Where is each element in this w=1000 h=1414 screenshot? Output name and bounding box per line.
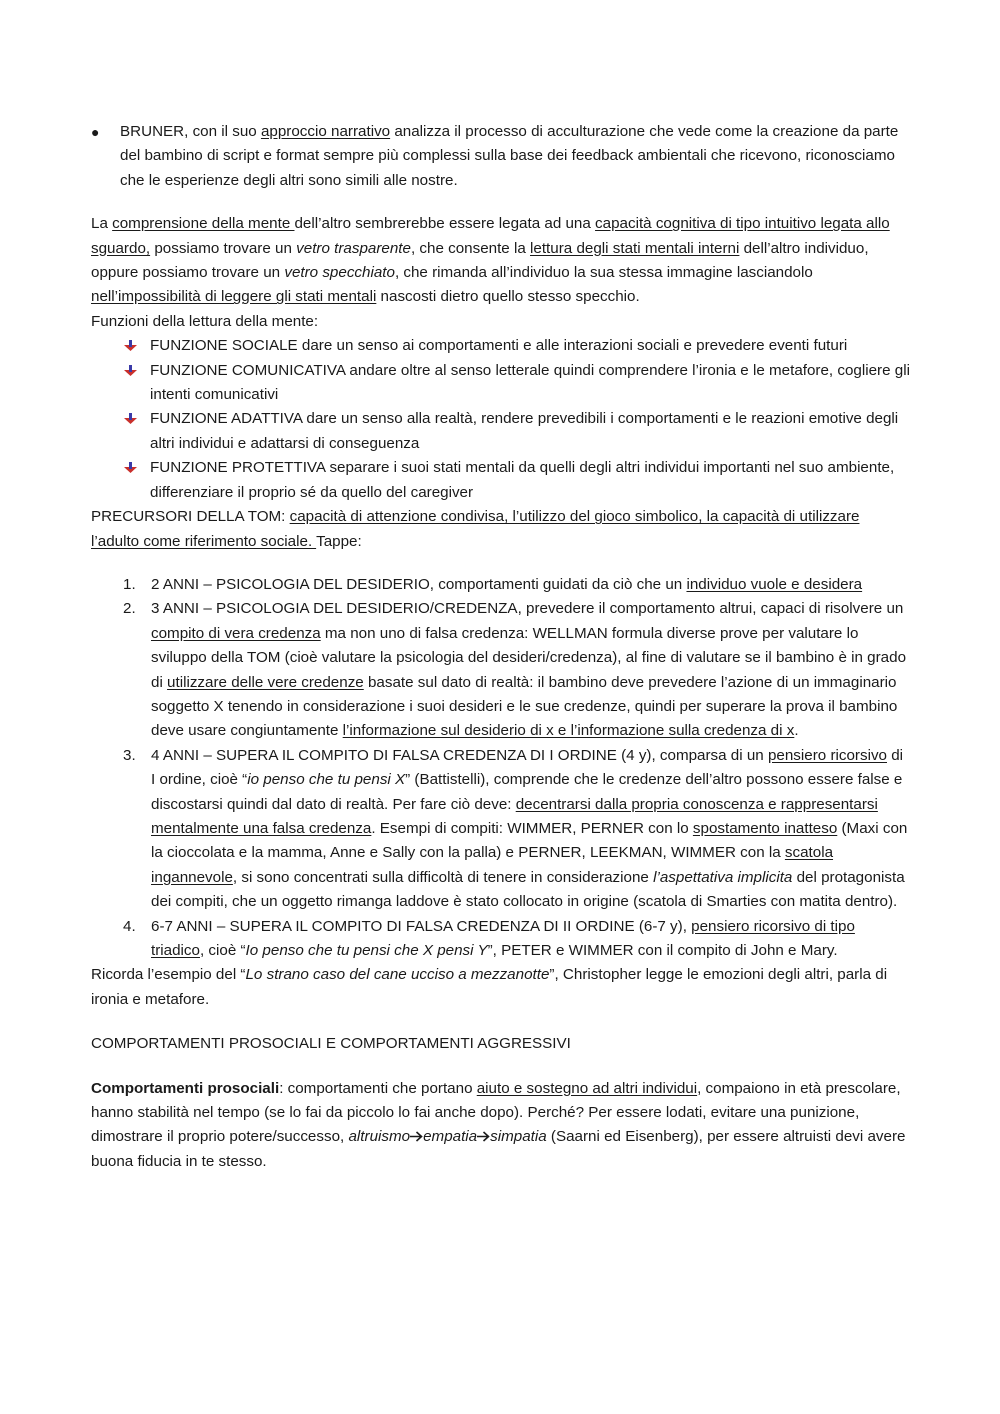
list-item-text: FUNZIONE SOCIALE dare un senso ai comportamenti e alle interazioni sociali e prevedere eventi futuri — [150, 337, 848, 355]
underlined-run: pensiero ricorsivo di tipo triadico — [151, 917, 855, 959]
arrow-down-bullet-icon — [124, 334, 150, 358]
underlined-run: utilizzare delle vere credenze — [167, 673, 364, 691]
text-run: , cioè “ — [199, 942, 246, 959]
text-run: possiamo trovare un — [150, 239, 297, 257]
list-item — [91, 597, 911, 743]
text-run: ” (Battistelli), comprende che le credenze dell’altro possono essere false e discostarsi quindi dal dato di realtà. Per fare ciò deve: — [151, 771, 903, 813]
tappe-list — [91, 573, 911, 964]
text-run: , che consente la — [410, 239, 531, 257]
stage-text — [151, 573, 911, 597]
italic-run: l’aspettativa implicita — [653, 868, 793, 886]
underlined-run: individuo vuole e desidera — [686, 575, 863, 593]
list-item — [124, 456, 911, 505]
italic-run: altruismo — [348, 1128, 411, 1146]
text-run: 6-7 ANNI – SUPERA IL COMPITO DI FALSA CREDENZA DI II ORDINE (6-7 y), — [151, 917, 692, 935]
underlined-run: l’informazione sul desiderio di x e l’informazione sulla credenza di x — [342, 722, 795, 740]
text-run: (Saarni ed Eisenberg), per essere altruisti devi avere buona fiducia in te stesso. — [91, 1128, 906, 1170]
section-heading: COMPORTAMENTI PROSOCIALI E COMPORTAMENTI AGGRESSIVI — [91, 1035, 571, 1053]
list-number: 4. — [123, 917, 136, 935]
text-run: , compaiono in età prescolare, hanno stabilità nel tempo (se lo fai da piccolo lo fai anche dopo). Perché? Per essere lodati, evitare una punizione, dimostrare il proprio potere/successo, — [91, 1079, 901, 1146]
bruner-bullet — [91, 120, 911, 193]
document-body — [91, 120, 911, 1174]
text-run: , si sono concentrati sulla difficoltà di tenere in considerazione — [232, 868, 654, 886]
list-item-text: FUNZIONE ADATTIVA dare un senso alla realtà, rendere prevedibili i comportamenti e le reazioni emotive degli altri individui e adattarsi di conseguenza — [150, 410, 899, 452]
underlined-run: aiuto e sostegno ad altri individui — [476, 1079, 698, 1097]
italic-run: vetro trasparente — [296, 239, 411, 257]
funzioni-list — [91, 334, 911, 505]
italic-run: empatia — [423, 1128, 478, 1146]
text-run: BRUNER, con il suo — [120, 123, 261, 140]
right-arrow-icon — [410, 1128, 423, 1145]
text-run: nascosti dietro quello stesso specchio. — [376, 288, 640, 306]
text-run: , che rimanda all’individuo la sua stessa immagine lasciandolo — [394, 264, 813, 282]
list-number: 3. — [123, 746, 136, 764]
arrow-down-bullet-icon — [124, 456, 150, 505]
text-run: del protagonista dei compiti, che un oggetto rimanga laddove è stato collocato in origine (scatola di Smarties con matita dentro). — [151, 868, 905, 911]
arrow-down-bullet-icon — [124, 359, 150, 408]
underlined-run: compito di vera credenza — [151, 624, 321, 642]
italic-run: Io penso che tu pensi che X pensi Y — [245, 942, 488, 959]
bold-run: Comportamenti prosociali — [91, 1079, 280, 1097]
text-run: dell’altro sembrerebbe essere legata ad una — [294, 215, 596, 233]
text-run: : comportamenti che portano — [279, 1079, 477, 1097]
underlined-run: decentrarsi dalla propria conoscenza e rappresentarsi mentalmente una falsa credenza — [151, 795, 878, 837]
text-run: PRECURSORI DELLA TOM: — [91, 508, 290, 526]
text-run: ma non uno di falsa credenza: WELLMAN formula diverse prove per valutare lo sviluppo della TOM (cioè valutare la psicologia del desideri/credenza), al fine di valutare se il bambino è in grado di — [151, 624, 907, 691]
text-run: Ricorda l’esempio del “ — [91, 966, 246, 984]
text-run: . Esempi di compiti: WIMMER, PERNER con lo — [371, 819, 693, 837]
list-item — [124, 407, 911, 456]
bruner-paragraph — [120, 120, 911, 193]
text-run: . — [794, 722, 799, 740]
text-run: ”, Christopher legge le emozioni degli altri, parla di ironia e metafore. — [91, 966, 888, 1008]
underlined-run: spostamento inatteso — [692, 819, 838, 837]
ricorda-paragraph — [91, 963, 911, 1012]
list-item — [91, 744, 911, 915]
list-item — [91, 573, 911, 597]
underlined-run: approccio narrativo — [260, 123, 391, 140]
italic-run: io penso che tu pensi X — [247, 771, 406, 789]
text-run: dell’altro individuo, oppure possiamo trovare un — [91, 239, 869, 282]
funzioni-title: Funzioni della lettura della mente: — [91, 312, 319, 330]
stage-text — [151, 744, 911, 915]
underlined-run: scatola ingannevole — [151, 844, 834, 886]
text-run: 3 ANNI – PSICOLOGIA DEL DESIDERIO/CREDENZA, prevedere il comportamento altrui, capaci di risolvere un — [151, 600, 904, 618]
mente-paragraph — [91, 212, 911, 310]
text-run: La — [91, 215, 113, 233]
list-number: 1. — [123, 575, 136, 593]
text-run: analizza il processo di acculturazione che vede come la creazione da parte del bambino di script e format sempre più complessi sulla base dei feedback ambientali che ricevono, riconosciamo che le esperienze degli altri sono simili alle nostre. — [120, 123, 899, 189]
text-run: di I ordine, cioè “ — [151, 746, 904, 789]
list-item — [91, 915, 911, 964]
text-run: ”, PETER e WIMMER con il compito di John e Mary. — [487, 942, 838, 959]
arrow-down-bullet-icon — [124, 407, 150, 456]
underlined-run: pensiero ricorsivo — [767, 746, 887, 764]
underlined-run: nell’impossibilità di leggere gli stati mentali — [91, 288, 377, 306]
stage-text — [151, 915, 911, 964]
list-item-text: FUNZIONE COMUNICATIVA andare oltre al senso letterale quindi comprendere l’ironia e le metafore, cogliere gli intenti comunicativi — [150, 361, 910, 404]
italic-run: vetro specchiato — [284, 264, 395, 282]
italic-run: simpatia — [490, 1128, 547, 1146]
underlined-run: capacità di attenzione condivisa, l’utilizzo del gioco simbolico, la capacità di utilizzare l’adulto come riferimento sociale. — [91, 508, 860, 550]
list-number: 2. — [123, 600, 136, 618]
bullet-dot-icon: ● — [91, 124, 100, 140]
italic-run: Lo strano caso del cane ucciso a mezzanotte — [245, 966, 550, 984]
underlined-run: comprensione della mente — [112, 215, 295, 233]
text-run: 4 ANNI – SUPERA IL COMPITO DI FALSA CREDENZA DI I ORDINE (4 y), comparsa di un — [151, 746, 768, 764]
list-item — [124, 359, 911, 408]
prosociali-paragraph — [91, 1077, 911, 1175]
underlined-run: lettura degli stati mentali interni — [530, 239, 740, 257]
precursori-paragraph — [91, 505, 911, 554]
text-run: 2 ANNI – PSICOLOGIA DEL DESIDERIO, comportamenti guidati da ciò che un — [151, 575, 687, 593]
right-arrow-icon — [477, 1128, 490, 1145]
text-run: Tappe: — [316, 532, 362, 550]
stage-text — [151, 597, 911, 743]
underlined-run: capacità cognitiva di tipo intuitivo legata allo sguardo, — [91, 215, 890, 257]
text-run: (Maxi con la cioccolata e la mamma, Anne e Sally con la palla) e PERNER, LEEKMAN, WIMMER con la — [151, 819, 908, 862]
text-run: basate sul dato di realtà: il bambino deve prevedere l’azione di un immaginario soggetto X tenendo in considerazione i suoi desideri e le sue credenze, quindi per superare la prova il bambino deve usare congiuntamente — [151, 673, 898, 740]
list-item — [124, 334, 911, 358]
list-item-text: FUNZIONE PROTETTIVA separare i suoi stati mentali da quelli degli altri individui importanti nel suo ambiente, differenziare il proprio sé da quello del caregiver — [150, 459, 895, 501]
